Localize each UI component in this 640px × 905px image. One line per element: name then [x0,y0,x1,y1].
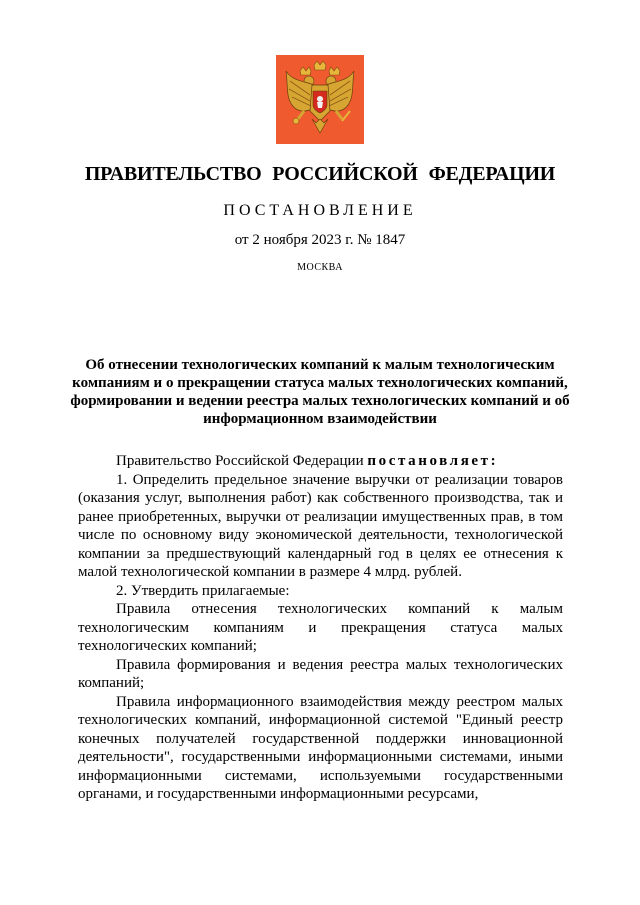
coat-of-arms-emblem [276,55,364,144]
document-title: Об отнесении технологических компаний к малым технологическим компаниям и о прекращении статуса малых технологических компаний, формировании и ведении реестра малых технологических компаний и об информационном взаимодействии [70,357,570,427]
eagle-icon [284,61,356,139]
paragraph-rules-interaction: Правила информационного взаимодействия между реестром малых технологических компаний, информационной системой "Единый реестр конечных получателей государственной поддержки инновационной деятельности", государственными информационными системами, иными информационными системами, используемыми государственными органами, и государственными информационными ресурсами, [78,693,563,802]
document-type: ПОСТАНОВЛЕНИЕ [223,202,417,219]
paragraph-2: 2. Утвердить прилагаемые: [116,582,290,599]
document-date-number: от 2 ноября 2023 г. № 1847 [234,232,406,248]
paragraph-rules-registry: Правила формирования и ведения реестра малых технологических компаний; [78,656,563,691]
organization-heading: ПРАВИТЕЛЬСТВО РОССИЙСКОЙ ФЕДЕРАЦИИ [84,163,556,185]
preamble-text: Правительство Российской Федерации [116,453,368,469]
paragraph-rules-attribution: Правила отнесения технологических компаний к малым технологическим компаниям и прекращения статуса малых технологических компаний; [78,601,563,654]
preamble [78,452,563,471]
document-city: МОСКВА [297,262,343,273]
decree-word: постановляет: [367,453,499,469]
document-body [78,452,563,804]
paragraph-1: 1. Определить предельное значение выручки от реализации товаров (оказания услуг, выполнения работ) как собственного производства, так и ранее приобретенных, выручки от реализации имущественных прав, в том числе по основному виду экономической деятельности, технологической компании за предшествующий календарный год в целях ее отнесения к малой технологической компании в размере 4 млрд. рублей. [78,471,563,580]
